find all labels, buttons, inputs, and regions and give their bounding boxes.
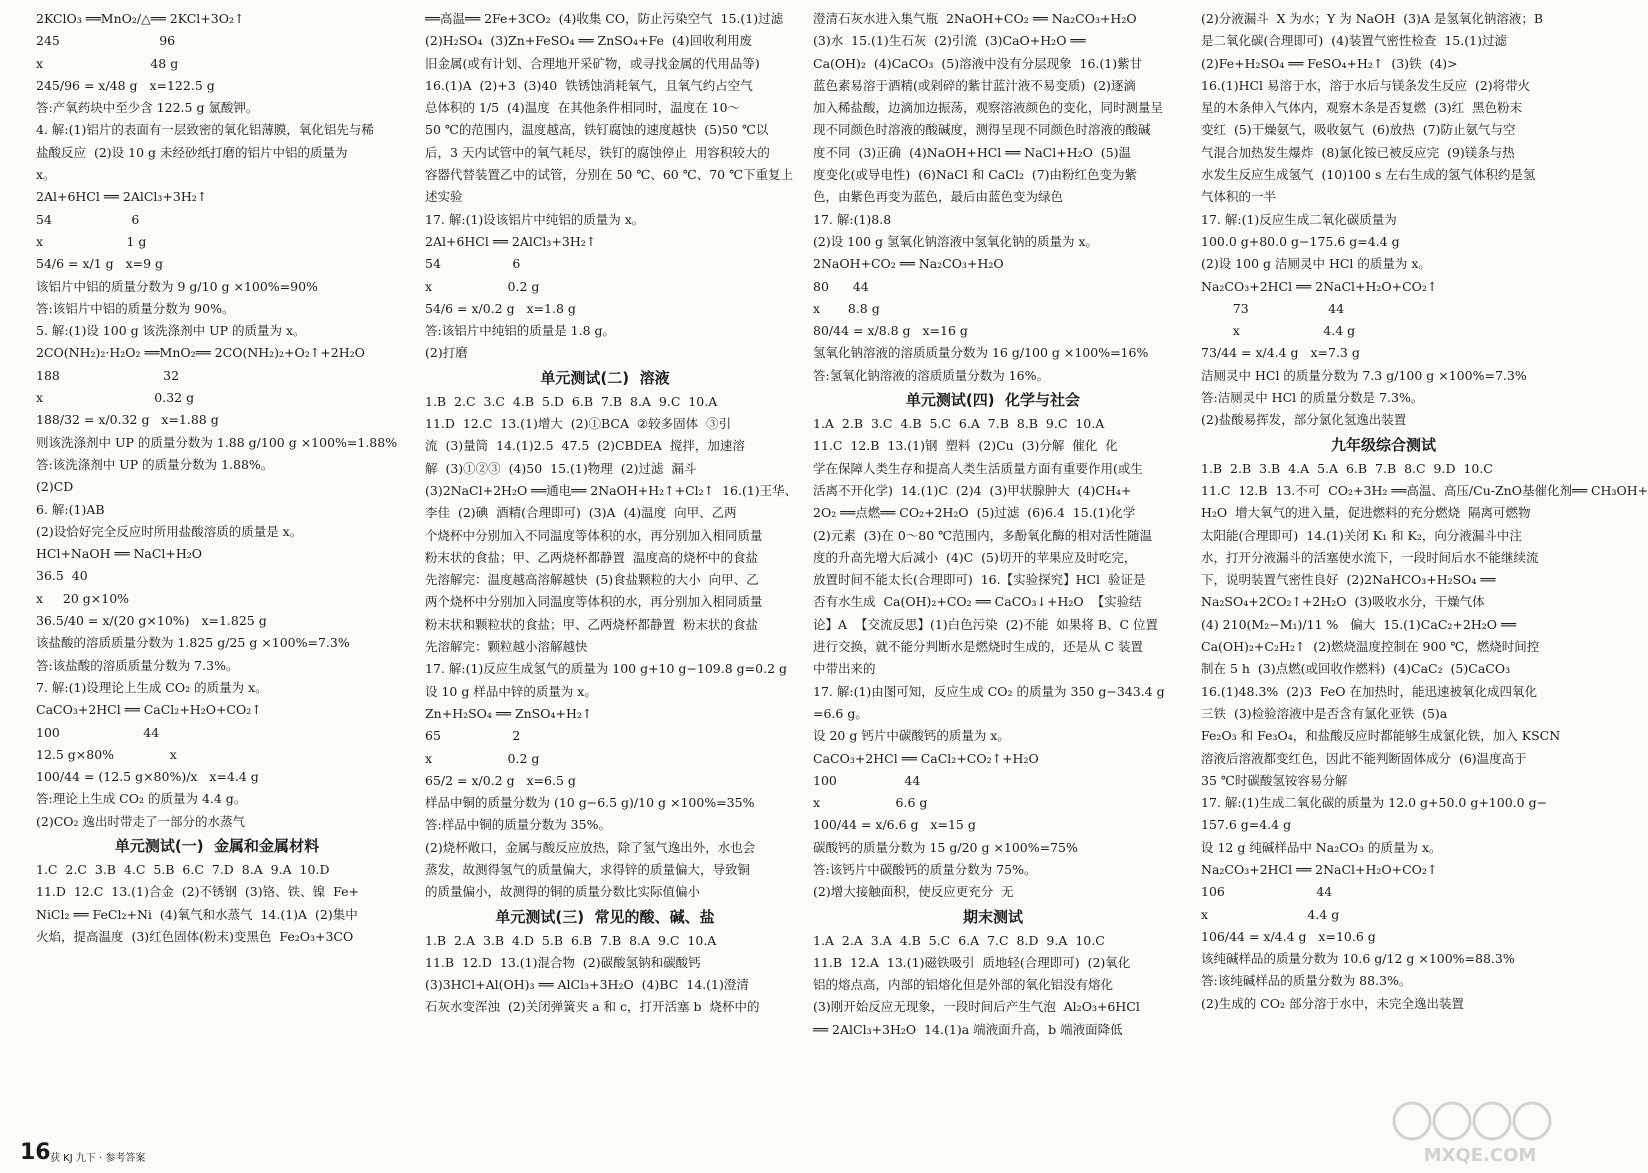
answer-line: (3)水 15.(1)生石灰 (2)引流 (3)CaO+H₂O ══ [813,33,1086,49]
answer-line: 100 44 [813,772,921,788]
answer-line: 17. 解:(1)生成二氧化碳的质量为 12.0 g+50.0 g+100.0 g− [1201,795,1548,811]
answer-line: x。 [36,167,56,183]
answer-line: 106/44 = x/4.4 g x=10.6 g [1201,928,1376,944]
answer-line: 答:该纯碱样品的质量分数为 88.3%。 [1201,973,1412,989]
answer-column-2 [425,8,798,1138]
answer-line: 2NaOH+CO₂ ══ Na₂CO₃+H₂O [813,256,1004,272]
answer-line: 否有水生成 Ca(OH)₂+CO₂ ══ CaCO₃↓+H₂O 【实验结 [813,594,1142,610]
answer-line: 李佳 (2)碘 酒精(合理即可) (3)A (4)温度 向甲、乙两 [425,505,737,521]
answer-line: 80 44 [813,278,869,294]
answer-line: 16.(1)HCl 易溶于水，溶于水后与镁条发生反应 (2)将带火 [1201,77,1531,93]
answer-line: Ca(OH)₂+C₂H₂↑ (2)燃烧温度控制在 900 ℃，燃烧时间控 [1201,639,1540,655]
answer-line: Na₂SO₄+2CO₂↑+2H₂O (3)吸收水分，干燥气体 [1201,594,1485,610]
answer-line: 1.C 2.C 3.B 4.C 5.B 6.C 7.D 8.A 9.A 10.D [36,861,330,877]
answer-line: 度变化(或导电性) (6)NaCl 和 CaCl₂ (7)由粉红色变为紫 [813,167,1138,183]
answer-line: 氢氧化钠溶液的溶质质量分数为 16 g/100 g ×100%=16% [813,345,1149,361]
answer-line: 54 6 [36,211,140,227]
answer-line: 80/44 = x/8.8 g x=16 g [813,323,968,339]
answer-line: 答:该钙片中碳酸钙的质量分数为 75%。 [813,861,1037,877]
answer-line: 蓝色素易溶于酒精(或剁碎的紫甘蓝汁液不易变质) (2)逐滴 [813,77,1136,93]
answer-line: 该纯碱样品的质量分数为 10.6 g/12 g ×100%=88.3% [1201,951,1515,967]
answer-line: 三铁 (3)检验溶液中是否含有氯化亚铁 (5)a [1201,705,1448,721]
answer-line: 气混合加热发生爆炸 (8)氯化铵已被反应完 (9)镁条与热 [1201,144,1515,160]
answer-line: (3)2NaCl+2H₂O ══通电══ 2NaOH+H₂↑+Cl₂↑ 16.(1)王华、 [425,482,798,498]
answer-line: (2)Fe+H₂SO₄ ══ FeSO₄+H₂↑ (3)铁 (4)> [1201,55,1458,71]
answer-line: 12.5 g×80% x [36,746,177,762]
answer-line: ══高温══ 2Fe+3CO₂ (4)收集 CO，防止污染空气 15.(1)过滤 [425,11,784,26]
section-heading: 单元测试(四) 化学与社会 [905,391,1081,410]
answer-line: 245 96 [36,33,176,49]
answer-line: Na₂CO₃+2HCl ══ 2NaCl+H₂O+CO₂↑ [1201,861,1438,877]
answer-line: 水，打开分液漏斗的活塞使水流下，一段时间后水不能继续流 [1201,549,1539,565]
answer-line: 的质量偏小，故测得的铜的质量分数比实际值偏小 [425,884,701,900]
answer-line: x 4.4 g [1201,323,1356,339]
answer-column-3 [813,8,1173,1138]
answer-line: (3)3HCl+Al(OH)₃ ══ AlCl₃+3H₂O (4)BC 14.(1)澄清 [425,977,749,993]
answer-line: 解 (3)①②③ (4)50 15.(1)物理 (2)过滤 漏斗 [425,460,697,476]
answer-line: 铝的熔点高，内部的铝熔化但是外部的氧化铝没有熔化 [813,977,1114,993]
watermark-text: MXQE.COM [1423,1145,1537,1166]
answer-line: NiCl₂ ══ FeCl₂+Ni (4)氧气和水蒸气 14.(1)A (2)集中 [36,906,358,922]
answer-line: 157.6 g=4.4 g [1201,817,1292,833]
answer-line: (2)盐酸易挥发，部分氯化氢逸出装置 [1201,412,1407,428]
answer-line: 则该洗涤剂中 UP 的质量分数为 1.88 g/100 g ×100%=1.88% [36,434,398,450]
answer-line: 5. 解:(1)设 100 g 该洗涤剂中 UP 的质量为 x。 [36,323,306,339]
answer-line: 1.A 2.B 3.C 4.B 5.C 6.A 7.B 8.B 9.C 10.A [813,416,1105,432]
answer-line: 100 44 [36,724,160,740]
answer-line: 11.B 12.A 13.(1)磁铁吸引 质地轻(合理即可) (2)氧化 [813,954,1131,970]
answer-line: 火焰，提高温度 (3)红色固体(粉末)变黑色 Fe₂O₃+3CO [36,928,354,944]
answer-line: 2KClO₃ ══MnO₂/△══ 2KCl+3O₂↑ [36,11,245,26]
answer-line: (2)元素 (3)在 0～80 ℃范围内，多酚氧化酶的相对活性随温 [813,527,1153,543]
answer-line: 度的升高先增大后减小 (4)C (5)切开的苹果应及时吃完， [813,549,1137,565]
answer-line: 设 10 g 样品中锌的质量为 x。 [425,683,597,699]
answer-line: 73/44 = x/4.4 g x=7.3 g [1201,345,1360,361]
answer-line: 放置时间不能太长(合理即可) 16.【实验探究】HCl 验证是 [813,572,1146,588]
answer-line: 碳酸钙的质量分数为 15 g/20 g ×100%=75% [813,839,1078,855]
answer-line: 2Al+6HCl ══ 2AlCl₃+3H₂↑ [36,189,208,205]
answer-line: 先溶解完：颗粒越小溶解越快 [425,639,588,655]
answer-line: 答:该盐酸的溶质质量分数为 7.3%。 [36,657,239,673]
answer-line: Fe₂O₃ 和 Fe₃O₄，和盐酸反应时都能够生成氯化铁，加入 KSCN [1201,728,1561,744]
answer-line: 进行交换，就不能分判断水是燃烧时生成的，还是从 C 装置 [813,639,1144,655]
answer-line: 54/6 = x/0.2 g x=1.8 g [425,300,576,316]
answer-line: 188 32 [36,367,180,383]
answer-line: 7. 解:(1)设理论上生成 CO₂ 的质量为 x。 [36,679,268,695]
answer-line: 现不同颜色时溶液的酸碱度，测得呈现不同颜色时溶液的酸碱 [813,122,1151,138]
section-heading: 期末测试 [962,907,1023,926]
answer-line: 流 (3)量筒 14.(1)2.5 47.5 (2)CBDEA 搅拌，加速溶 [425,438,745,454]
answer-line: (2)打磨 [425,345,468,361]
answer-line: 100/44 = x/6.6 g x=15 g [813,817,976,833]
answer-line: 2CO(NH₂)₂·H₂O₂ ══MnO₂══ 2CO(NH₂)₂+O₂↑+2H₂O [36,345,365,361]
answer-line: 中带出来的 [813,661,876,677]
answer-line: x 0.32 g [36,390,195,406]
answer-line: 16.(1)48.3% (2)3 FeO 在加热时，能迅速被氧化成四氧化 [1201,683,1537,699]
answer-line: 先溶解完：温度越高溶解越快 (5)食盐颗粒的大小 向甲、乙 [425,572,759,588]
answer-line: 54/6 = x/1 g x=9 g [36,256,164,272]
answer-line: 总体积的 1/5 (4)温度 在其他条件相同时，温度在 10～ [425,100,741,116]
answer-line: 该铝片中铝的质量分数为 9 g/10 g ×100%=90% [36,278,318,294]
answer-line: ══ 2AlCl₃+3H₂O 14.(1)a 端液面升高，b 端液面降低 [813,1021,1123,1037]
answer-line: 变红 (5)干燥氨气，吸收氨气 (6)放热 (7)防止氨气与空 [1201,122,1516,138]
answer-line: 1.B 2.A 3.B 4.D 5.B 6.B 7.B 8.A 9.C 10.A [425,932,717,948]
answer-line: =6.6 g。 [813,705,868,721]
answer-line: HCl+NaOH ══ NaCl+H₂O [36,546,203,562]
answer-line: (3)刚开始反应无现象，一段时间后产生气泡 Al₂O₃+6HCl [813,999,1140,1015]
answer-line: 答:样品中铜的质量分数为 35%。 [425,817,611,833]
answer-line: x 0.2 g [425,750,540,766]
answer-line: 16.(1)A (2)+3 (3)40 铁锈蚀消耗氧气，且氧气约占空气 [425,77,753,93]
answer-line: 答:该铝片中铝的质量分数为 90%。 [36,300,235,316]
answer-line: 73 44 [1201,300,1345,316]
answer-line: 太阳能(合理即可) 14.(1)关闭 K₁ 和 K₂，向分液漏斗中注 [1201,527,1522,543]
answer-line: x 0.2 g [425,278,540,294]
answer-line: 下，说明装置气密性良好 (2)2NaHCO₃+H₂SO₄ ══ [1201,572,1496,588]
answer-line: 答:洁厕灵中 HCl 的质量分数是 7.3%。 [1201,390,1424,406]
page-number: 16 [20,1140,51,1165]
answer-line: 1.A 2.A 3.A 4.B 5.C 6.A 7.C 8.D 9.A 10.C [813,932,1105,948]
answer-line: 65 2 [425,728,521,744]
answer-line: 气体积的一半 [1201,189,1277,205]
answer-line: x 8.8 g [813,300,880,316]
answer-line: (2)CO₂ 逸出时带走了一部分的水蒸气 [36,813,246,829]
section-heading: 单元测试(三) 常见的酸、碱、盐 [495,907,715,926]
answer-line: (2)设恰好完全反应时所用盐酸溶质的质量是 x。 [36,523,303,539]
answer-line: (2)分液漏斗 X 为水；Y 为 NaOH (3)A 是氢氧化钠溶液；B [1201,11,1544,26]
answer-line: (2)生成的 CO₂ 部分溶于水中，未完全逸出装置 [1201,995,1464,1011]
answer-line: Zn+H₂SO₄ ══ ZnSO₄+H₂↑ [425,705,593,721]
answer-line: 11.B 12.D 13.(1)混合物 (2)碳酸氢钠和碳酸钙 [425,954,701,970]
section-heading: 单元测试(二) 溶液 [540,368,670,387]
answer-line: 245/96 = x/48 g x=122.5 g [36,77,215,93]
answer-line: 加入稀盐酸，边滴加边振荡，观察溶液颜色的变化，同时测量呈 [813,100,1164,116]
answer-line: (2)H₂SO₄ (3)Zn+FeSO₄ ══ ZnSO₄+Fe (4)回收利用废 [425,33,753,49]
answer-line: 水发生反应生成氢气 (10)100 s 左右生成的氢气体积约是氢 [1201,167,1536,183]
answer-line: 答:氢氧化钠溶液的溶质质量分数为 16%。 [813,367,1049,383]
answer-line: 11.C 12.B 13.(1)钢 塑料 (2)Cu (3)分解 催化 化 [813,438,1118,454]
watermark-logo [1390,1095,1570,1167]
answer-line: 1.B 2.B 3.B 4.A 5.A 6.B 7.B 8.C 9.D 10.C [1201,460,1493,476]
answer-line: 6. 解:(1)AB [36,501,105,517]
answer-line: x 1 g [36,233,147,249]
answer-line: 2O₂ ══点燃══ CO₂+2H₂O (5)过滤 (6)6.4 15.(1)化学 [813,505,1136,521]
answer-line: 11.D 12.C 13.(1)合金 (2)不锈钢 (3)铬、铁、镍 Fe+ [36,884,359,900]
answer-line: 蒸发，故测得氢气的质量偏大，求得锌的质量偏大，导致铜 [425,861,751,877]
answer-line: 17. 解:(1)8.8 [813,211,892,227]
answer-line: (2)增大接触面积，使反应更充分 无 [813,884,1014,900]
answer-line: 样品中铜的质量分数为 (10 g−6.5 g)/10 g ×100%=35% [425,795,755,811]
answer-line: 设 12 g 纯碱样品中 Na₂CO₃ 的质量为 x。 [1201,839,1442,855]
answer-line: x 4.4 g [1201,906,1340,922]
answer-line: 100/44 = (12.5 g×80%)/x x=4.4 g [36,769,259,785]
answer-line: 17. 解:(1)设该铝片中纯铝的质量为 x。 [425,211,645,227]
answer-line: 制在 5 h (3)点燃(或回收作燃料) (4)CaC₂ (5)CaCO₃ [1201,661,1511,677]
answer-line: 色，由紫色再变为蓝色，最后由蓝色变为绿色 [813,189,1064,205]
answer-line: (2)烧杯敞口，金属与酸反应放热，除了氢气逸出外，水也会 [425,839,756,855]
answer-line: 36.5 40 [36,568,88,584]
answer-line: 石灰水变浑浊 (2)关闭弹簧夹 a 和 c，打开活塞 b 烧杯中的 [425,999,760,1015]
answer-line: x 48 g [36,55,179,71]
answer-line: 后，3 天内试管中的氧气耗尽，铁钉的腐蚀停止 用容积较大的 [425,144,770,160]
answer-line: 度不同 (3)正确 (4)NaOH+HCl ══ NaCl+H₂O (5)温 [813,144,1132,160]
answer-line: 旧金属(或有计划、合理地开采矿物，或寻找金属的代用品等) [425,55,760,71]
answer-line: 论】A 【交流反思】(1)白色污染 (2)不能 如果将 B、C 位置 [813,616,1158,632]
answer-line: 学在保障人类生存和提高人类生活质量方面有重要作用(或生 [813,460,1143,476]
answer-line: 是二氧化碳(合理即可) (4)装置气密性检查 15.(1)过滤 [1201,33,1507,49]
answer-line: 65/2 = x/0.2 g x=6.5 g [425,772,576,788]
answer-line: 2Al+6HCl ══ 2AlCl₃+3H₂↑ [425,233,597,249]
answer-line: 澄清石灰水进入集气瓶 2NaOH+CO₂ ══ Na₂CO₃+H₂O [813,11,1137,26]
answer-line: Ca(OH)₂ (4)CaCO₃ (5)溶液中没有分层现象 16.(1)紫甘 [813,55,1143,71]
answer-line: 设 20 g 钙片中碳酸钙的质量为 x。 [813,728,1010,744]
answer-line: 188/32 = x/0.32 g x=1.88 g [36,412,219,428]
answer-line: 54 6 [425,256,521,272]
answer-line: 17. 解:(1)反应生成二氧化碳质量为 [1201,211,1397,227]
answer-line: CaCO₃+2HCl ══ CaCl₂+CO₂↑+H₂O [813,750,1039,766]
answer-line: 述实验 [425,189,463,205]
answer-line: 洁厕灵中 HCl 的质量分数为 7.3 g/100 g ×100%=7.3% [1201,367,1527,383]
answer-line: 50 ℃的范围内，温度越高，铁钉腐蚀的速度越快 (5)50 ℃以 [425,122,769,138]
answer-line: (2)CD [36,479,74,495]
answer-line: Na₂CO₃+2HCl ══ 2NaCl+H₂O+CO₂↑ [1201,278,1438,294]
answer-line: 100.0 g+80.0 g−175.6 g=4.4 g [1201,233,1400,249]
answer-line: 粉末状和颗粒状的食盐；甲、乙两烧杯都静置 粉末状的食盐 [425,616,758,632]
answer-line: 粉末状的食盐；甲、乙两烧杯都静置 温度高的烧杯中的食盐 [425,549,758,565]
answer-line: 1.B 2.C 3.C 4.B 5.D 6.B 7.B 8.A 9.C 10.A [425,393,718,409]
answer-line: 17. 解:(1)由图可知，反应生成 CO₂ 的质量为 350 g−343.4 g [813,683,1165,699]
answer-line: 个烧杯中分别加入不同温度等体积的水，再分别加入相同质量 [425,527,763,543]
answer-line: 11.C 12.B 13.不可 CO₂+3H₂ ══高温、高压/Cu-ZnO基催化剂══ CH₃OH+ [1201,482,1648,498]
answer-line: 36.5/40 = x/(20 g×10%) x=1.825 g [36,613,267,629]
answer-line: 答:该铝片中纯铝的质量是 1.8 g。 [425,323,616,339]
answer-line: 答:产氧药块中至少含 122.5 g 氯酸钾。 [36,100,259,116]
section-heading: 九年级综合测试 [1330,435,1436,454]
answer-line: 4. 解:(1)铝片的表面有一层致密的氧化铝薄膜，氧化铝先与稀 [36,122,374,138]
answer-line: 答:该洗涤剂中 UP 的质量分数为 1.88%。 [36,456,274,472]
answer-line: 该盐酸的溶质质量分数为 1.825 g/25 g ×100%=7.3% [36,635,350,651]
answer-line: H₂O 增大氧气的进入量，促进燃料的充分燃烧 隔离可燃物 [1201,505,1531,521]
page-label: 获 KJ 九下 · 参考答案 [50,1153,146,1164]
answer-line: 106 44 [1201,884,1333,900]
answer-line: x 6.6 g [813,795,928,811]
answer-line: 17. 解:(1)反应生成氢气的质量为 100 g+10 g−109.8 g=0.2 g [425,661,787,677]
answer-line: 35 ℃时碳酸氢铵容易分解 [1201,772,1348,788]
answer-line: 盐酸反应 (2)设 10 g 未经砂纸打磨的铝片中铝的质量为 [36,144,348,160]
answer-line: (4) 210(M₂−M₁)/11 % 偏大 15.(1)CaC₂+2H₂O ══ [1201,616,1517,632]
answer-line: 星的木条伸入气体内，观察木条是否复燃 (3)红 黑色粉末 [1201,100,1523,116]
answer-line: x 20 g×10% [36,590,130,606]
answer-line: CaCO₃+2HCl ══ CaCl₂+H₂O+CO₂↑ [36,702,262,718]
answer-line: 答:理论上生成 CO₂ 的质量为 4.4 g。 [36,791,247,807]
answer-column-4 [1201,8,1648,1138]
answer-line: 两个烧杯中分别加入同温度等体积的水，再分别加入相同质量 [425,594,763,610]
answer-line: (2)设 100 g 氢氧化钠溶液中氢氧化钠的质量为 x。 [813,233,1099,249]
answer-line: 溶液后溶液都变红色，因此不能判断固体成分 (6)温度高于 [1201,750,1527,766]
answer-column-1 [36,8,398,1138]
answer-line: 活离不开化学) 14.(1)C (2)4 (3)甲状腺肿大 (4)CH₄+ [813,482,1132,498]
section-heading: 单元测试(一) 金属和金属材料 [114,836,320,855]
answer-line: (2)设 100 g 洁厕灵中 HCl 的质量为 x。 [1201,256,1431,272]
answer-line: 容器代替装置乙中的试管，分别在 50 ℃、60 ℃、70 ℃下重复上 [425,167,794,183]
answer-line: 11.D 12.C 13.(1)增大 (2)①BCA ②较多固体 ③引 [425,416,732,432]
